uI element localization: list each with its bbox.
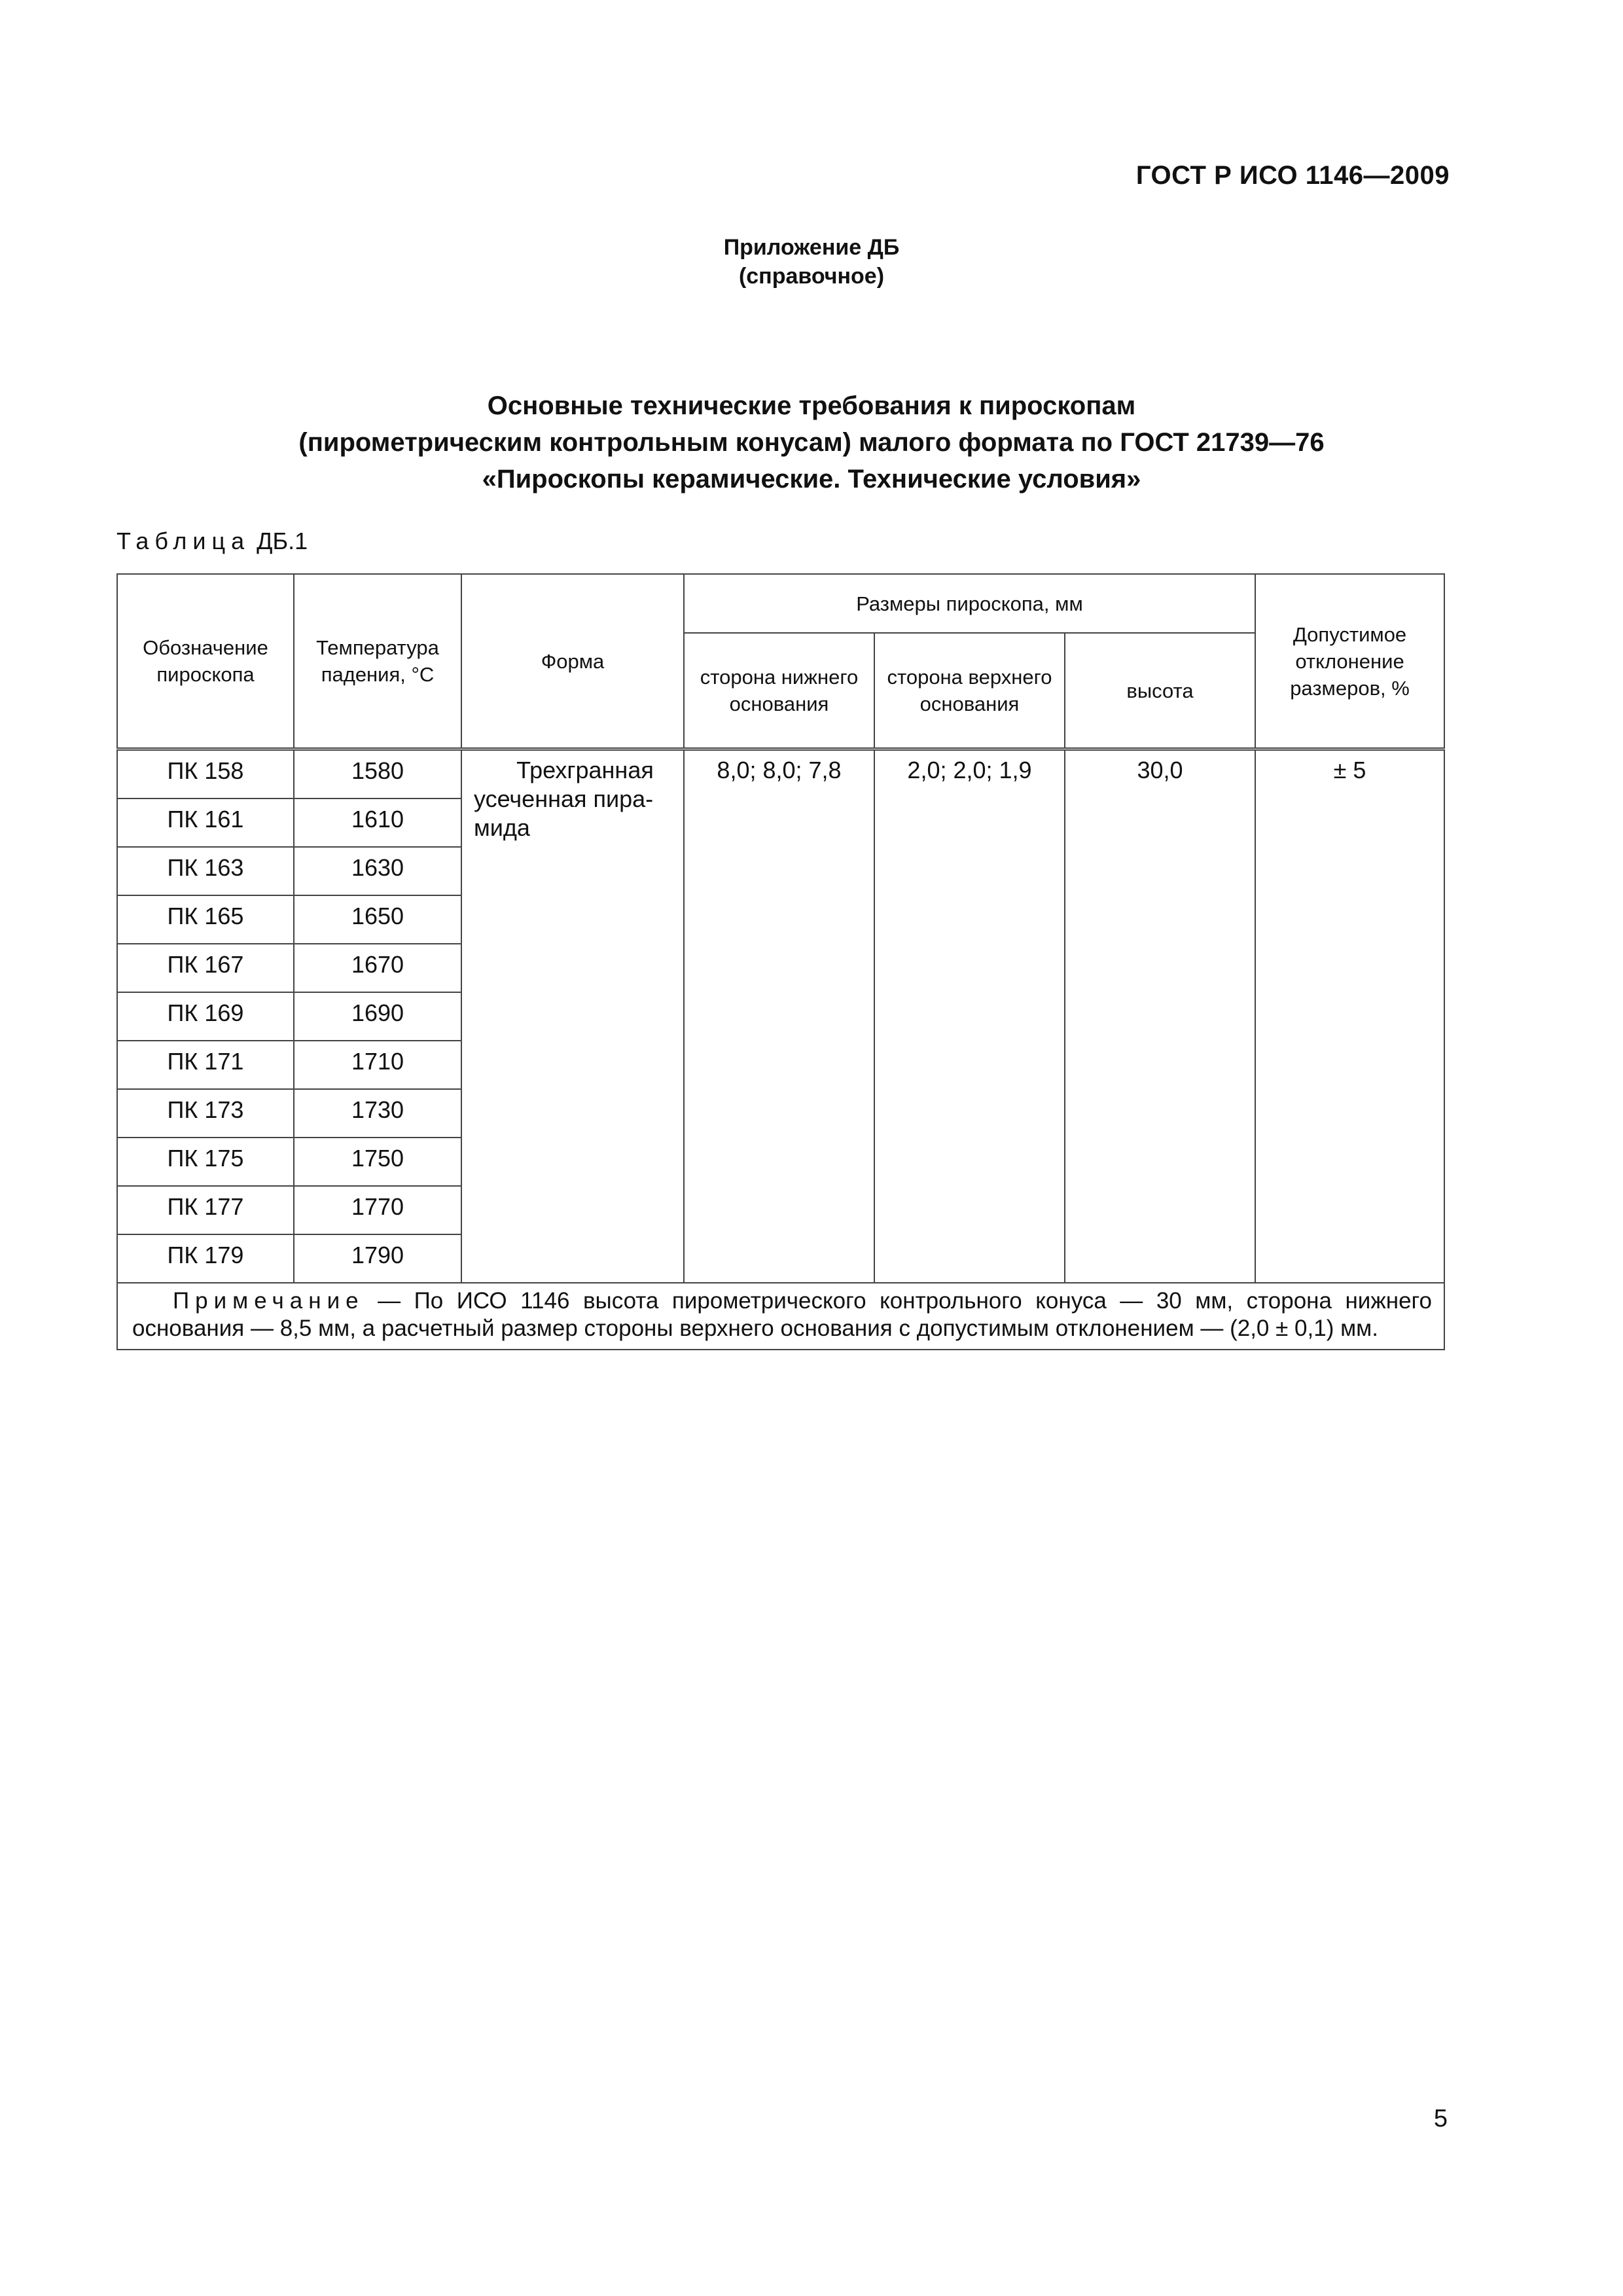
appendix-title: Приложение ДБ [723,235,900,260]
form-line-3: мида [474,814,530,841]
cell-temperature: 1750 [294,1138,461,1186]
section-title [0,387,1623,497]
cell-designation: ПК 161 [117,798,294,847]
page-number: 5 [1433,2105,1448,2132]
table-row [117,749,1444,799]
form-line-2: усеченная пира- [474,785,654,812]
cell-form [461,749,684,1283]
cell-temperature: 1670 [294,944,461,992]
form-line-1: Трехгранная [516,757,654,783]
cell-height: 30,0 [1065,749,1255,1283]
cell-bottom-side: 8,0; 8,0; 7,8 [684,749,874,1283]
section-title-line-3: «Пироскопы керамические. Технические условия» [482,465,1141,493]
cell-temperature: 1770 [294,1186,461,1234]
header-form: Форма [461,574,684,749]
cell-temperature: 1650 [294,895,461,944]
section-title-line-2: (пирометрическим контрольным конусам) малого формата по ГОСТ 21739—76 [298,428,1325,457]
cell-temperature: 1730 [294,1089,461,1138]
cell-designation: ПК 163 [117,847,294,895]
note-row [117,1283,1444,1350]
header-height: высота [1065,633,1255,749]
cell-designation: ПК 177 [117,1186,294,1234]
section-title-line-1: Основные технические требования к пироскопам [487,391,1136,420]
cell-temperature: 1790 [294,1234,461,1283]
header-tolerance: Допустимое отклонение размеров, % [1255,574,1444,749]
table-label-number: ДБ.1 [250,528,308,554]
cell-designation: ПК 179 [117,1234,294,1283]
appendix-subtitle: (справочное) [738,264,885,289]
cell-temperature: 1610 [294,798,461,847]
table-label [116,528,308,555]
cell-temperature: 1710 [294,1041,461,1089]
header-row-1 [117,574,1444,633]
cell-tolerance: ± 5 [1255,749,1444,1283]
cell-designation: ПК 173 [117,1089,294,1138]
cell-temperature: 1690 [294,992,461,1041]
cell-designation: ПК 165 [117,895,294,944]
header-designation: Обозначение пироскопа [117,574,294,749]
cell-designation: ПК 169 [117,992,294,1041]
table-note [117,1283,1444,1350]
pyroscope-table [116,573,1445,1350]
header-top-side: сторона верхнего основания [874,633,1065,749]
header-bottom-side: сторона нижнего основания [684,633,874,749]
cell-top-side: 2,0; 2,0; 1,9 [874,749,1065,1283]
cell-designation: ПК 167 [117,944,294,992]
table-container [116,573,1444,1350]
appendix-heading [0,233,1623,291]
header-temperature: Температура падения, °С [294,574,461,749]
cell-temperature: 1630 [294,847,461,895]
cell-designation: ПК 158 [117,749,294,799]
note-text: — По ИСО 1146 высота пирометрического контрольного конуса — 30 мм, сторона нижнего основания — 8,5 мм, а расчетный размер стороны верхнего основания с допустимым отклонением — (2,0 ± 0,1) мм. [132,1288,1433,1341]
table-label-word: Таблица [116,528,251,554]
note-title: Примечание [173,1288,365,1314]
cell-designation: ПК 171 [117,1041,294,1089]
cell-temperature: 1580 [294,749,461,799]
header-sizes: Размеры пироскопа, мм [684,574,1255,633]
cell-designation: ПК 175 [117,1138,294,1186]
document-code: ГОСТ Р ИСО 1146—2009 [1135,161,1450,190]
